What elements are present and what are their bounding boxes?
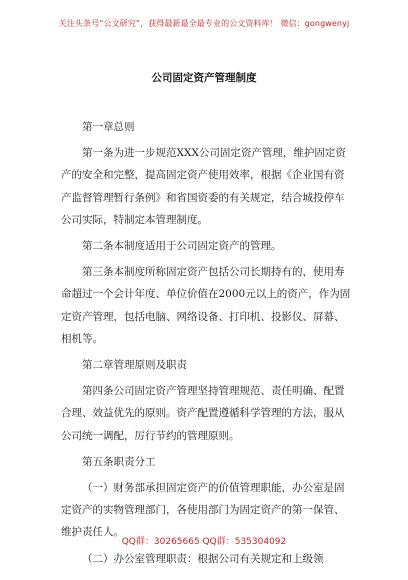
- article-paragraph: 第三条本制度所称固定资产包括公司长期持有的，使用寿命超过一个会计年度、单位价值在2000元以上的资产，作为固定资产管理，包括电脑、网络设备、打印机、投影仪、屏幕、相机等。: [61, 266, 351, 345]
- chapter-heading: 第二章管理原则及职责: [82, 359, 187, 372]
- document-title: 公司固定资产管理制度: [151, 72, 257, 84]
- article-paragraph: 第一条为进一步规范XXX公司固定资产管理，维护固定资产的安全和完整，提高固定资产使用效率，根据《企业国有资产监督管理暂行条例》和省国资委的有关规定，结合城投停车公司实际，特制定本管理制度。: [61, 147, 346, 226]
- article-paragraph: 第二条本制度适用于公司固定资产的管理。: [82, 240, 282, 253]
- document-body: [61, 116, 352, 574]
- header-promo-note: 关注头条号“公文研究”，获得最新最全最专业的公文资料库！ 微信：gongwenyj: [58, 19, 350, 28]
- article-paragraph: （二）办公室管理职责：根据公司有关规定和上级领: [82, 552, 324, 565]
- article-paragraph: （一）财务部承担固定资产的价值管理职能，办公室是固定资产的实物管理部门，各使用部门为固定资产的第一保管、维护责任人。: [61, 482, 345, 539]
- article-paragraph: 第四条公司固定资产管理坚持管理规范、责任明确、配置合理、效益优先的原则。资产配置遵循科学管理的方法，服从公司统一调配，厉行节约的管理原则。: [61, 385, 345, 442]
- footer-qq-groups: QQ群：30265665 QQ群：535304092: [121, 537, 287, 547]
- chapter-heading: 第一章总则: [82, 121, 135, 133]
- article-paragraph: 第五条职责分工: [82, 455, 156, 468]
